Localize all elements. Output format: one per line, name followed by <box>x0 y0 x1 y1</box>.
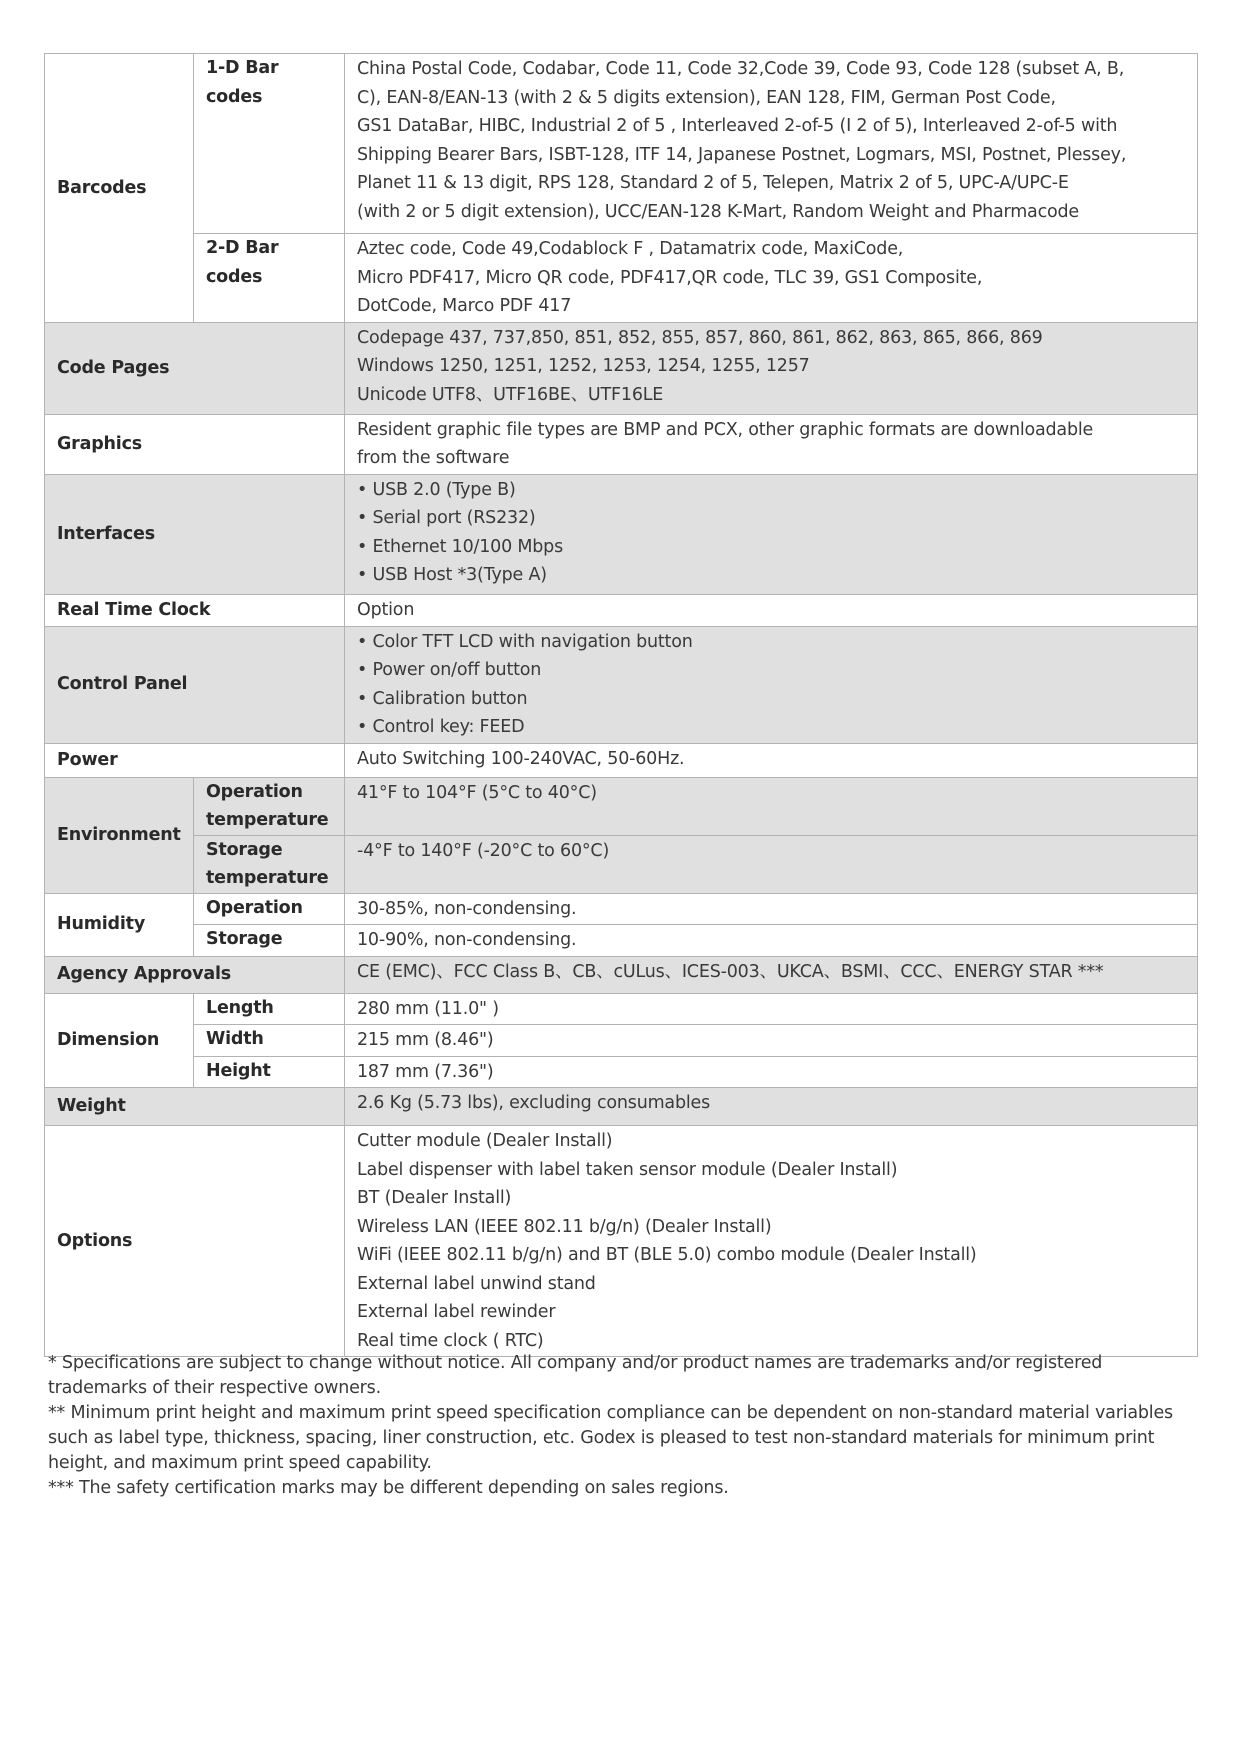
spec-row-agency-approvals <box>45 956 1198 993</box>
footnote-print-speed: ** Minimum print height and maximum print speed specification compliance can be dependent on non-standard material variables such as label type, thickness, spacing, liner construction, etc. Godex is pleased to test non-standard materials for minimum print height, and maximum print speed capability. <box>48 1403 1173 1473</box>
value-line: from the software <box>357 448 510 468</box>
spec-row-graphics <box>45 414 1198 474</box>
value-line: Aztec code, Code 49,Codablock F , Datamatrix code, MaxiCode, <box>357 239 904 259</box>
spec-row-dimension-width <box>45 1025 1198 1057</box>
spec-label-graphics: Graphics <box>45 414 345 474</box>
spec-value-weight: 2.6 Kg (5.73 lbs), excluding consumables <box>345 1088 1198 1126</box>
spec-value-agency-approvals: CE (EMC)、FCC Class B、CB、cULus、ICES-003、UKCA、BSMI、CCC、ENERGY STAR *** <box>345 956 1198 993</box>
spec-label-dimension: Dimension <box>45 993 194 1088</box>
value-line: • Power on/off button <box>357 660 542 680</box>
spec-row-barcodes-1d <box>45 54 1198 234</box>
spec-row-weight <box>45 1088 1198 1126</box>
value-line: Planet 11 & 13 digit, RPS 128, Standard 2 of 5, Telepen, Matrix 2 of 5, UPC-A/UPC-E <box>357 173 1069 193</box>
spec-label-weight: Weight <box>45 1088 345 1126</box>
footnote-specifications: * Specifications are subject to change without notice. All company and/or product names are trademarks and/or registered trademarks of their respective owners. <box>48 1353 1103 1398</box>
value-line: Windows 1250, 1251, 1252, 1253, 1254, 1255, 1257 <box>357 356 810 376</box>
spec-row-code-pages <box>45 322 1198 414</box>
spec-sublabel-operation-temperature <box>194 777 345 835</box>
spec-value-code-pages <box>345 322 1198 414</box>
value-line: • USB Host *3(Type A) <box>357 565 547 585</box>
spec-value-operation-temperature: 41°F to 104°F (5°C to 40°C) <box>345 777 1198 835</box>
spec-row-dimension-length <box>45 993 1198 1025</box>
value-line: Resident graphic file types are BMP and PCX, other graphic formats are downloadable <box>357 419 1094 440</box>
value-line: • Ethernet 10/100 Mbps <box>357 536 563 557</box>
value-line: DotCode, Marco PDF 417 <box>357 296 572 316</box>
spec-value-height: 187 mm (7.36") <box>345 1056 1198 1088</box>
spec-sublabel-2d-barcodes: 2-D Bar codes <box>194 234 345 323</box>
value-line: • USB 2.0 (Type B) <box>357 479 516 500</box>
spec-label-control-panel: Control Panel <box>45 626 345 743</box>
spec-value-options <box>345 1126 1198 1357</box>
spec-sublabel-1d-barcodes: 1-D Bar codes <box>194 54 345 234</box>
option-item: Wireless LAN (IEEE 802.11 b/g/n) (Dealer Install) <box>357 1216 772 1237</box>
value-line: GS1 DataBar, HIBC, Industrial 2 of 5 , Interleaved 2-of-5 (I 2 of 5), Interleaved 2-of-5 with <box>357 116 1118 136</box>
value-line: • Color TFT LCD with navigation button <box>357 631 693 652</box>
spec-label-humidity: Humidity <box>45 893 194 956</box>
option-item: WiFi (IEEE 802.11 b/g/n) and BT (BLE 5.0) combo module (Dealer Install) <box>357 1245 977 1265</box>
spec-row-interfaces <box>45 474 1198 594</box>
option-item: External label unwind stand <box>357 1273 596 1294</box>
value-line: Codepage 437, 737,850, 851, 852, 855, 857, 860, 861, 862, 863, 865, 866, 869 <box>357 327 1043 348</box>
sublabel-line: Operation <box>206 781 303 802</box>
spec-value-width: 215 mm (8.46") <box>345 1025 1198 1057</box>
spec-sublabel-length: Length <box>194 993 345 1025</box>
specifications-table <box>44 53 1198 1357</box>
spec-label-power: Power <box>45 743 345 777</box>
spec-value-humidity-storage: 10-90%, non-condensing. <box>345 925 1198 957</box>
value-line: China Postal Code, Codabar, Code 11, Code 32,Code 39, Code 93, Code 128 (subset A, B, <box>357 59 1125 79</box>
spec-sublabel-height: Height <box>194 1056 345 1088</box>
value-line: • Serial port (RS232) <box>357 508 536 528</box>
spec-row-environment-storage <box>45 835 1198 893</box>
sublabel-line: Storage <box>206 839 283 860</box>
option-item: External label rewinder <box>357 1302 556 1322</box>
spec-value-power: Auto Switching 100-240VAC, 50-60Hz. <box>345 743 1198 777</box>
footnote-safety-marks: *** The safety certification marks may be different depending on sales regions. <box>48 1478 729 1498</box>
spec-row-humidity-operation <box>45 893 1198 925</box>
value-line: Unicode UTF8、UTF16BE、UTF16LE <box>357 384 664 405</box>
value-line: • Calibration button <box>357 688 528 709</box>
value-line: • Control key: FEED <box>357 717 525 737</box>
spec-label-agency-approvals: Agency Approvals <box>45 956 345 993</box>
value-line: (with 2 or 5 digit extension), UCC/EAN-128 K-Mart, Random Weight and Pharmacode <box>357 201 1079 222</box>
spec-value-1d-barcodes <box>345 54 1198 234</box>
option-item: Label dispenser with label taken sensor module (Dealer Install) <box>357 1159 898 1180</box>
spec-row-environment-operation <box>45 777 1198 835</box>
spec-row-real-time-clock <box>45 594 1198 626</box>
footnotes <box>48 1351 1198 1501</box>
option-item: Cutter module (Dealer Install) <box>357 1131 613 1151</box>
spec-value-graphics <box>345 414 1198 474</box>
value-line: C), EAN-8/EAN-13 (with 2 & 5 digits extension), EAN 128, FIM, German Post Code, <box>357 87 1056 108</box>
spec-value-interfaces <box>345 474 1198 594</box>
option-item: Real time clock ( RTC) <box>357 1330 544 1351</box>
spec-value-2d-barcodes <box>345 234 1198 323</box>
spec-label-options: Options <box>45 1126 345 1357</box>
spec-row-control-panel <box>45 626 1198 743</box>
spec-value-length: 280 mm (11.0" ) <box>345 993 1198 1025</box>
spec-value-humidity-operation: 30-85%, non-condensing. <box>345 893 1198 925</box>
spec-sublabel-humidity-storage: Storage <box>194 925 345 957</box>
spec-sublabel-humidity-operation: Operation <box>194 893 345 925</box>
spec-row-humidity-storage <box>45 925 1198 957</box>
spec-value-storage-temperature: -4°F to 140°F (-20°C to 60°C) <box>345 835 1198 893</box>
spec-row-options <box>45 1126 1198 1357</box>
sublabel-line: temperature <box>206 810 329 830</box>
sublabel-line: temperature <box>206 868 329 888</box>
spec-row-barcodes-2d <box>45 234 1198 323</box>
spec-sublabel-width: Width <box>194 1025 345 1057</box>
value-line: Shipping Bearer Bars, ISBT-128, ITF 14, Japanese Postnet, Logmars, MSI, Postnet, Plessey, <box>357 144 1127 165</box>
spec-row-power <box>45 743 1198 777</box>
spec-value-control-panel <box>345 626 1198 743</box>
spec-label-interfaces: Interfaces <box>45 474 345 594</box>
spec-label-real-time-clock: Real Time Clock <box>45 594 345 626</box>
spec-label-barcodes: Barcodes <box>45 54 194 323</box>
value-line: Micro PDF417, Micro QR code, PDF417,QR code, TLC 39, GS1 Composite, <box>357 267 983 288</box>
spec-label-code-pages: Code Pages <box>45 322 345 414</box>
spec-value-real-time-clock: Option <box>345 594 1198 626</box>
spec-sublabel-storage-temperature <box>194 835 345 893</box>
option-item: BT (Dealer Install) <box>357 1188 512 1208</box>
spec-label-environment: Environment <box>45 777 194 893</box>
spec-row-dimension-height <box>45 1056 1198 1088</box>
